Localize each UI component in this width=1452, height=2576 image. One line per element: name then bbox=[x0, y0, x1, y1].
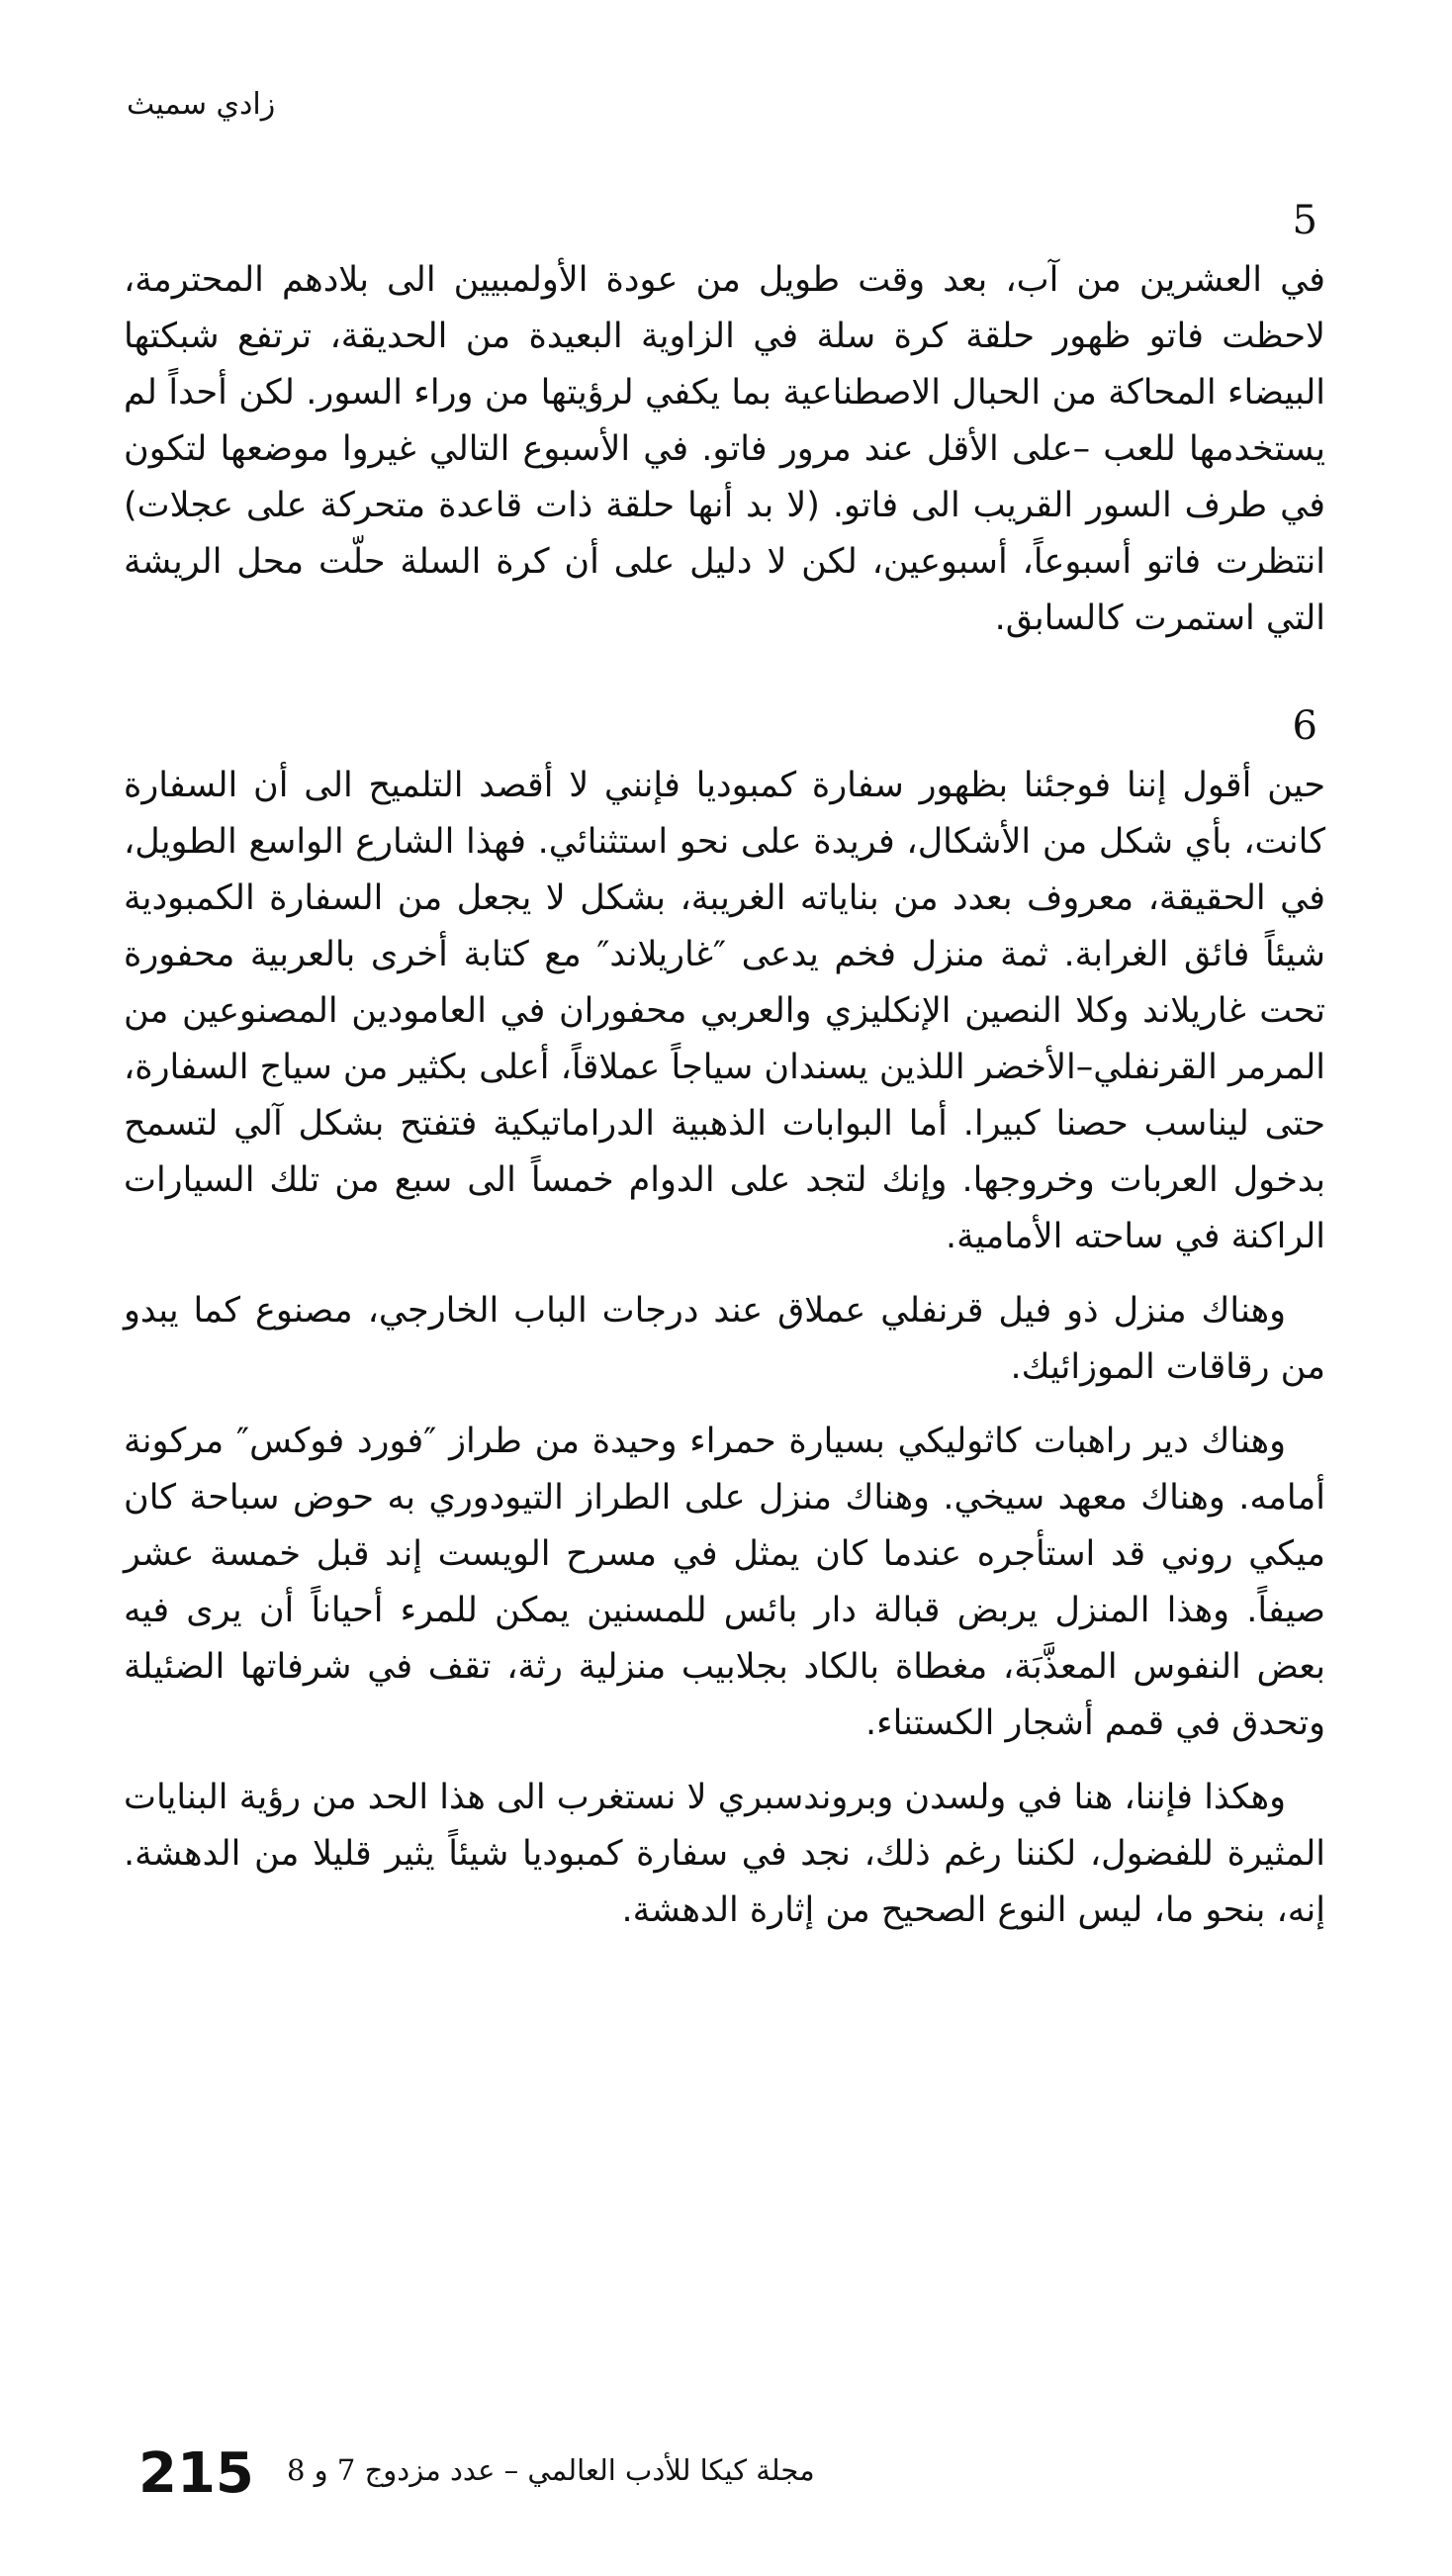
paragraph: وهناك منزل ذو فيل قرنفلي عملاق عند درجات الباب الخارجي، مصنوع كما يبدو من رقاقات الموزائيك. bbox=[124, 1291, 1325, 1387]
section-6 bbox=[124, 698, 1325, 1939]
section-number: 6 bbox=[1292, 703, 1317, 749]
paragraph: وهناك دير راهبات كاثوليكي بسيارة حمراء وحيدة من طراز ″فورد فوكس″ مركونة أمامه. وهناك معهد سيخي. وهناك منزل على الطراز التيودوري به حوض سباحة كان ميكي روني قد استأجره عندما كان يمثل في مسرح الويست إند قبل خمسة عشر صيفاً. وهذا المنزل يربض قبالة دار بائس للمسنين يمكن للمرء أحياناً أن يرى فيه بعض النفوس المعذَّبَة، مغطاة بالكاد بجلابيب منزلية رثة، تقف في شرفاتها الضئيلة وتحدق في قمم أشجار الكستناء. bbox=[124, 1422, 1325, 1743]
page-body bbox=[124, 193, 1325, 1957]
paragraph: في العشرين من آب، بعد وقت طويل من عودة الأولمبيين الى بلادهم المحترمة، لاحظت فاتو ظهور حلقة كرة سلة في الزاوية البعيدة من الحديقة، ترتفع شبكتها البيضاء المحاكة من الحبال الاصطناعية بما يكفي لرؤيتها من وراء السور. لكن أحداً لم يستخدمها للعب –على الأقل عند مرور فاتو. في الأسبوع التالي غيروا موضعها لتكون في طرف السور القريب الى فاتو. (لا بد أنها حلقة ذات قاعدة متحركة على عجلات) انتظرت فاتو أسبوعاً، أسبوعين، لكن لا دليل على أن كرة السلة حلّت محل الريشة التي استمرت كالسابق. bbox=[124, 260, 1325, 638]
paragraph: وهكذا فإننا، هنا في ولسدن وبروندسبري لا نستغرب الى هذا الحد من رؤية البنايات المثيرة للفضول، لكننا رغم ذلك، نجد في سفارة كمبوديا شيئاً يثير قليلا من الدهشة. إنه، بنحو ما، ليس النوع الصحيح من إثارة الدهشة. bbox=[124, 1778, 1325, 1930]
page-footer bbox=[138, 2439, 831, 2509]
page-number: 215 bbox=[138, 2441, 254, 2506]
paragraph: حين أقول إننا فوجئنا بظهور سفارة كمبوديا فإنني لا أقصد التلميح الى أن السفارة كانت، بأي شكل من الأشكال، فريدة على نحو استثنائي. فهذا الشارع الواسع الطويل، في الحقيقة، معروف بعدد من بناياته الغريبة، بشكل لا يجعل من السفارة الكمبودية شيئاً فائق الغرابة. ثمة منزل فخم يدعى ″غاريلاند″ مع كتابة أخرى بالعربية محفورة تحت غاريلاند وكلا النصين الإنكليزي والعربي محفوران في العامودين المصنوعين من المرمر القرنفلي–الأخضر اللذين يسندان سياجاً عملاقاً، أعلى بكثير من سياج السفارة، حتى ليناسب حصنا كبيرا. أما البوابات الذهبية الدراماتيكية فتفتح بشكل آلي لتسمح بدخول العربات وخروجها. وإنك لتجد على الدوام خمساً الى سبع من تلك السيارات الراكنة في ساحته الأمامية. bbox=[124, 766, 1325, 1256]
section-number: 5 bbox=[1292, 198, 1317, 243]
section-5 bbox=[124, 193, 1325, 647]
running-header: زادي سميث bbox=[127, 87, 276, 122]
journal-title: مجلة كيكا للأدب العالمي – عدد مزدوج 7 و 8 bbox=[287, 2453, 815, 2487]
